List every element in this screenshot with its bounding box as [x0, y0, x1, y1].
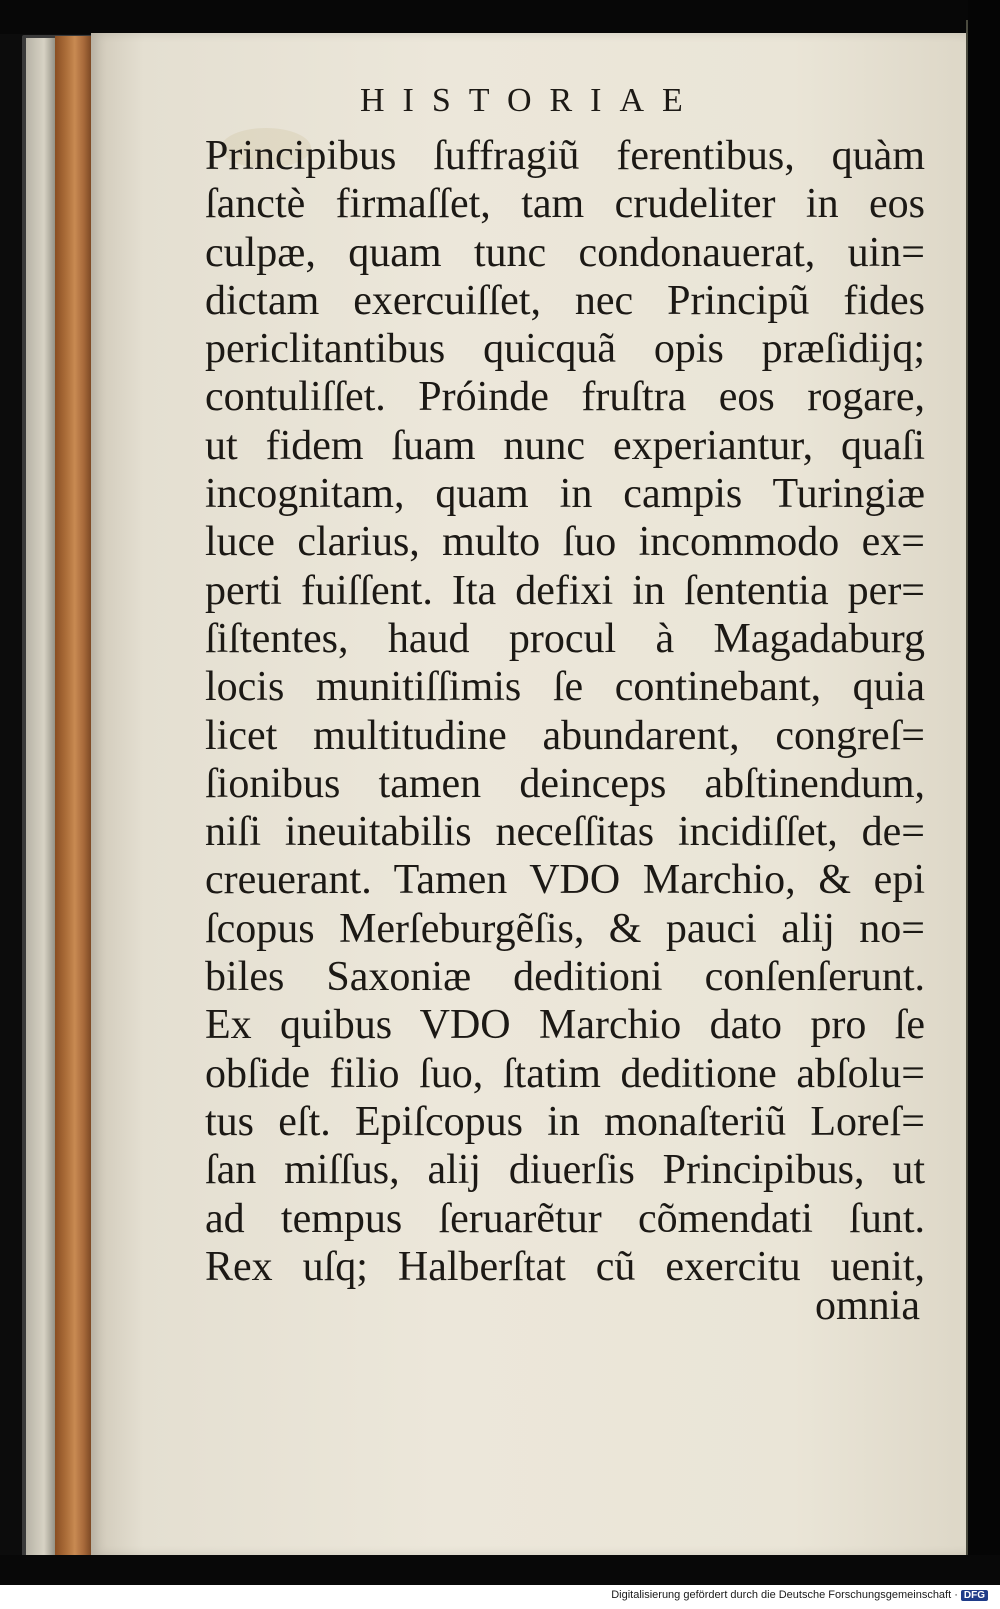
- text-line: ſcopus Merſeburgẽſis, & pauci alij no=: [205, 905, 925, 952]
- text-line: perti fuiſſent. Ita defixi in ſententia per=: [205, 567, 925, 614]
- scan-right-margin: [968, 0, 1000, 1580]
- text-line: ſan miſſus, alij diuerſis Principibus, ut: [205, 1147, 925, 1194]
- text-line: ad tempus ſeruarẽtur cõmendati ſunt.: [205, 1195, 925, 1242]
- digitization-credit: [607, 1588, 992, 1602]
- text-line: ſanctè firmaſſet, tam crudeliter in eos: [205, 181, 925, 228]
- running-head: HISTORIAE: [360, 82, 701, 119]
- text-line: locis munitiſſimis ſe continebant, quia: [205, 664, 925, 711]
- dfg-logo-icon: DFG: [961, 1590, 988, 1601]
- scan-bottom-margin: [0, 1555, 1000, 1585]
- book-spine: [55, 36, 91, 1558]
- text-line: licet multitudine abundarent, congreſ=: [205, 712, 925, 759]
- text-line: niſi ineuitabilis neceſſitas incidiſſet, de=: [205, 809, 925, 856]
- text-line: Rex uſq; Halberſtat cũ exercitu uenit,: [205, 1243, 925, 1290]
- text-line: ſiſtentes, haud procul à Magadaburg: [205, 615, 925, 662]
- text-line: Principibus ſuffragiũ ferentibus, quàm: [205, 133, 925, 179]
- text-block: [205, 132, 925, 1291]
- text-line: tus eſt. Epiſcopus in monaſteriũ Loreſ=: [205, 1098, 925, 1145]
- credit-text: Digitalisierung gefördert durch die Deutsche Forschungsgemeinschaft ·: [611, 1589, 958, 1601]
- text-line: dictam exercuiſſet, nec Principũ fides: [205, 277, 925, 324]
- text-line: obſide filio ſuo, ſtatim deditione abſolu=: [205, 1050, 925, 1097]
- text-line: periclitantibus quicquã opis præſidijq;: [205, 326, 925, 373]
- text-line: luce clarius, multo ſuo incommodo ex=: [205, 519, 925, 566]
- text-line: creuerant. Tamen VDO Marchio, & epi: [205, 857, 925, 904]
- text-line: incognitam, quam in campis Turingiæ: [205, 471, 925, 518]
- text-line: biles Saxoniæ deditioni conſenſerunt.: [205, 954, 925, 1001]
- text-line: ſionibus tamen deinceps abſtinendum,: [205, 760, 925, 807]
- catchword: omnia: [815, 1283, 920, 1329]
- text-line: contuliſſet. Próinde fruſtra eos rogare,: [205, 374, 925, 421]
- text-line: ut fidem ſuam nunc experiantur, quaſi: [205, 422, 925, 469]
- scan-top-margin: [0, 0, 1000, 34]
- text-line: Ex quibus VDO Marchio dato pro ſe: [205, 1002, 925, 1049]
- text-line: culpæ, quam tunc condonauerat, uin=: [205, 229, 925, 276]
- book-board-edge: [26, 38, 56, 1558]
